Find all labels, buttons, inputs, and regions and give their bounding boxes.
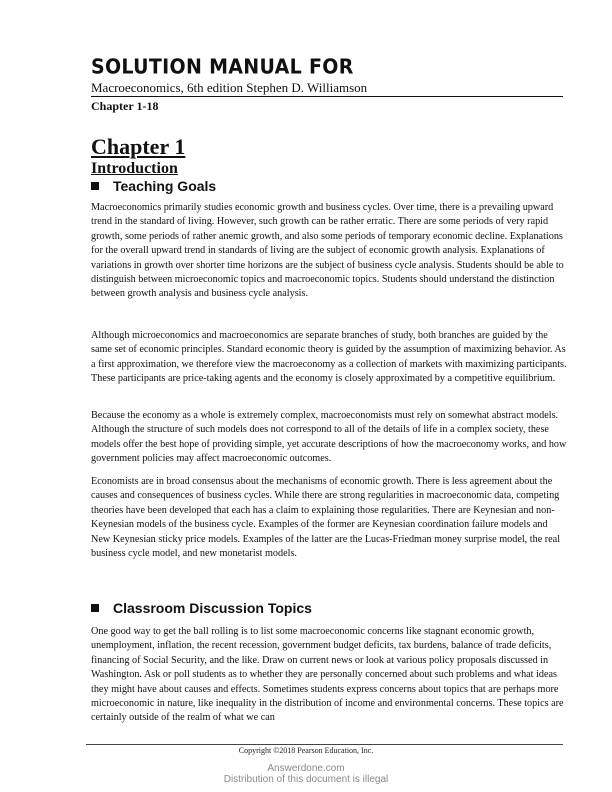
paragraph: Because the economy as a whole is extremely complex, macroeconomists must rely on somewhat abstract models. Although the structure of such models does not correspond to all of the details of life in a complex society, these models offer the best hope of providing simple, yet accurate descriptions of how the macroeconomy works, and how government policies may affect macroeconomic outcomes. xyxy=(91,410,567,465)
square-bullet-icon xyxy=(91,604,99,612)
paragraph: Macroeconomics primarily studies economic growth and business cycles. Over time, there is a prevailing upward trend in the standard of living. However, such growth can be rather erratic. There are some periods of very rapid growth, some periods of rather anemic growth, and also some periods of temporary economic decline. Explanations for the overall upward trend in standards of living are the subject of economic growth analysis. Explanations of variations in growth over shorter time horizons are the subject of business cycle analysis. Students should be able to distinguish between microeconomic topics and macroeconomic topics. Students should understand the distinction between growth analysis and business cycle analysis. xyxy=(91,202,564,300)
footer-divider xyxy=(86,744,563,745)
manual-title: SOLUTION MANUAL FOR xyxy=(91,55,354,79)
paragraph: Economists are in broad consensus about the mechanisms of economic growth. There is less agreement about the causes and consequences of business cycles. While there are strong regularities in macroeconomic data, competing theories have been developed that each has a claim to explaining those regularities. There are Keynesian and non-Keynesian models of the business cycle. Examples of the former are Keynesian coordination failure models and New Keynesian sticky price models. Examples of the latter are the Lucas-Friedman money surprise model, the real business cycle model, and new monetarist models. xyxy=(91,476,561,560)
watermark-site: Answerdone.com xyxy=(267,763,345,774)
book-subtitle: Macroeconomics, 6th edition Stephen D. Williamson xyxy=(91,80,368,95)
paragraph: Although microeconomics and macroeconomics are separate branches of study, both branches are guided by the same set of economic principles. Standard economic theory is guided by the assumption of maximizing behavior. As a first approximation, we therefore view the macroeconomy as a collection of markets with maximizing participants. These participants are price-taking agents and the economy is closely approximated by a competitive equilibrium. xyxy=(91,330,567,385)
square-bullet-icon xyxy=(91,182,99,190)
chapter-range: Chapter 1-18 xyxy=(91,99,159,113)
section-heading-label: Teaching Goals xyxy=(113,178,217,194)
chapter-subheading: Introduction xyxy=(91,160,178,177)
section-heading-label: Classroom Discussion Topics xyxy=(113,600,312,616)
header-divider xyxy=(91,96,563,97)
section-heading-classroom-discussion xyxy=(91,600,312,616)
section-heading-teaching-goals xyxy=(91,178,216,194)
watermark-notice: Distribution of this document is illegal xyxy=(223,774,389,785)
copyright-notice: Copyright ©2018 Pearson Education, Inc. xyxy=(238,746,374,755)
chapter-heading: Chapter 1 xyxy=(91,134,186,159)
paragraph: One good way to get the ball rolling is to list some macroeconomic concerns like stagnant economic growth, unemployment, inflation, the recent recession, government budget deficits, tax burdens, balance of trade deficits, financing of Social Security, and the like. Draw on current news or look at various policy proposals discussed in Washington. Ask or poll students as to whether they are personally concerned about such problems and what ideas they might have about causes and effects. Sometimes students express concerns about topics that are perhaps more microeconomic in nature, like inequality in the distribution of income and environmental concerns. These topics are certainly outside of the realm of what we can xyxy=(91,626,564,724)
